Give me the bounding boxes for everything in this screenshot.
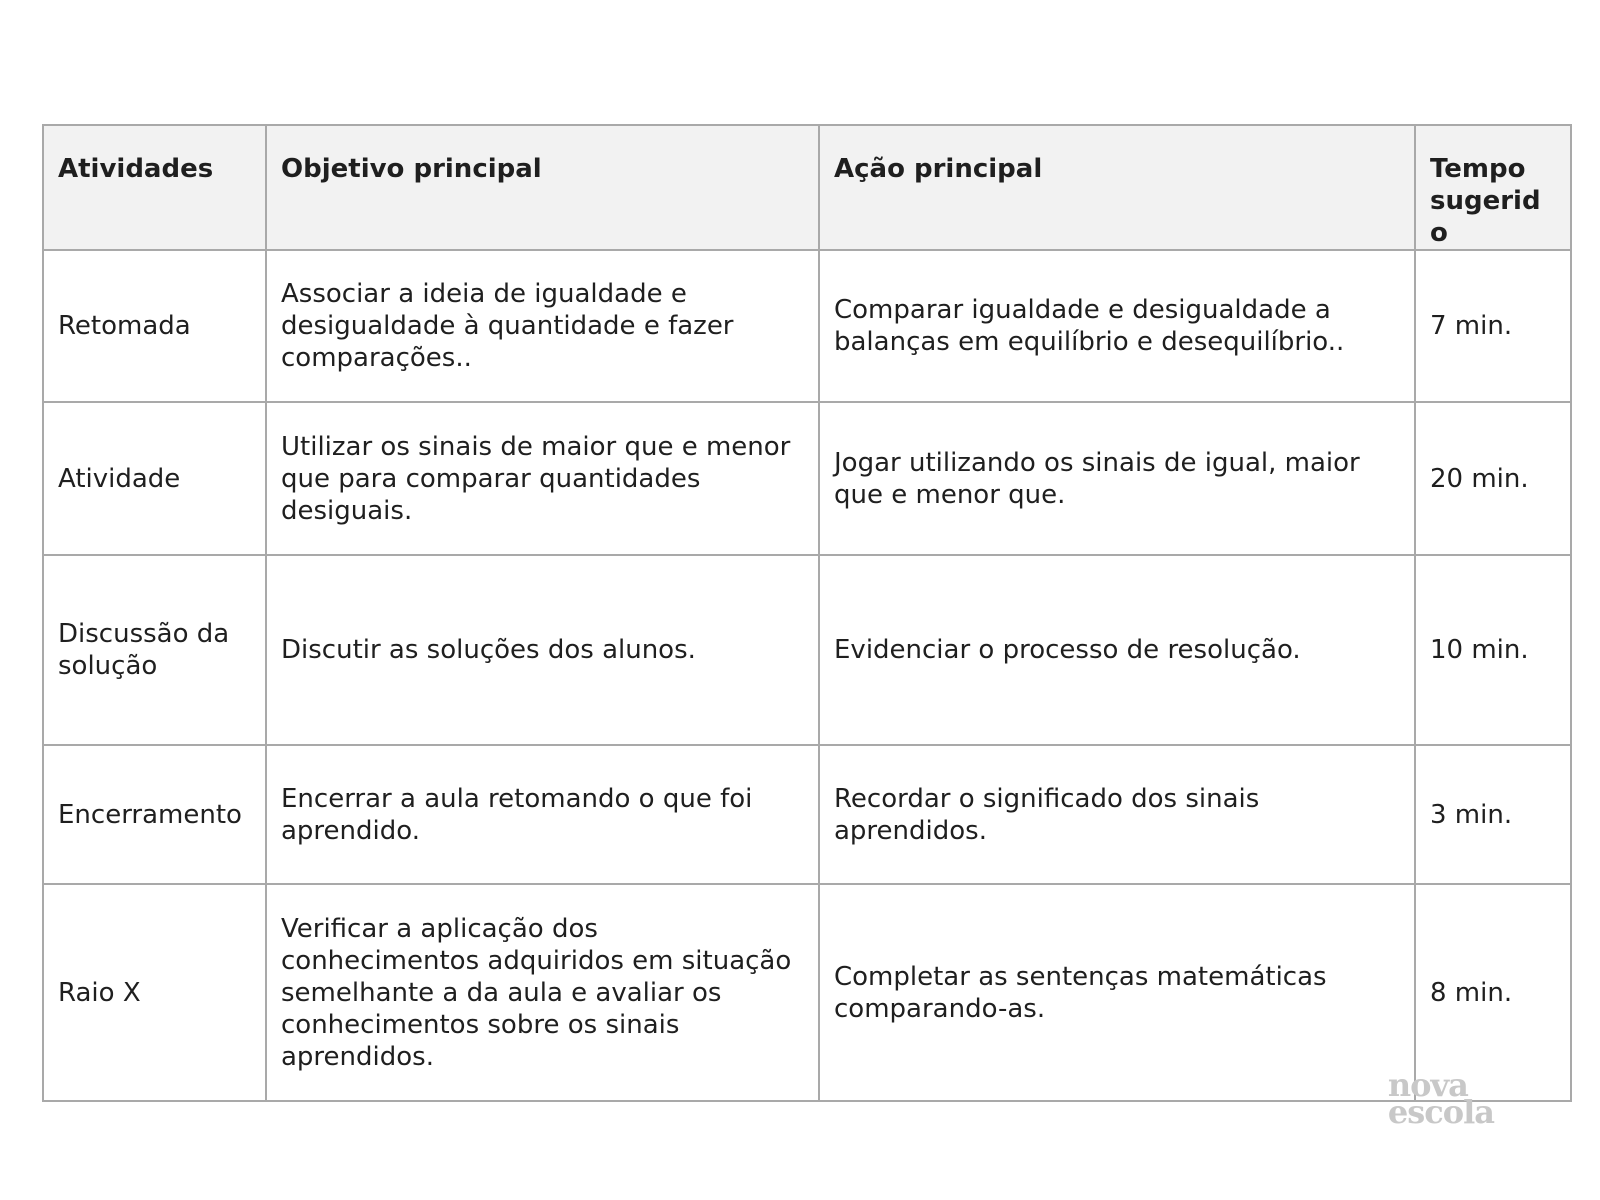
cell-tempo: 7 min. [1415, 250, 1571, 402]
logo-line-2: escola [1387, 1093, 1494, 1131]
nova-escola-logo [1387, 1066, 1494, 1131]
cell-atividade: Retomada [43, 250, 266, 402]
cell-acao: Recordar o significado dos sinais aprendidos. [819, 745, 1415, 884]
header-acao-principal: Ação principal [819, 125, 1415, 250]
table-row [43, 884, 1571, 1101]
logo-line-1: nova [1387, 1066, 1468, 1104]
cell-atividade: Raio X [43, 884, 266, 1101]
cell-tempo: 8 min. [1415, 884, 1571, 1101]
cell-objetivo: Utilizar os sinais de maior que e menor que para comparar quantidades desiguais. [266, 402, 819, 555]
cell-atividade: Discussão da solução [43, 555, 266, 745]
cell-objetivo: Associar a ideia de igualdade e desigualdade à quantidade e fazer comparações.. [266, 250, 819, 402]
lesson-plan-table [42, 124, 1572, 1102]
header-tempo-sugerido: Tempo sugerido [1415, 125, 1571, 250]
cell-acao: Evidenciar o processo de resolução. [819, 555, 1415, 745]
cell-acao: Jogar utilizando os sinais de igual, maior que e menor que. [819, 402, 1415, 555]
cell-objetivo: Encerrar a aula retomando o que foi aprendido. [266, 745, 819, 884]
cell-acao: Completar as sentenças matemáticas comparando-as. [819, 884, 1415, 1101]
table-row [43, 402, 1571, 555]
cell-atividade: Encerramento [43, 745, 266, 884]
cell-tempo: 20 min. [1415, 402, 1571, 555]
table-header-row [43, 125, 1571, 250]
table-row [43, 555, 1571, 745]
cell-atividade: Atividade [43, 402, 266, 555]
cell-objetivo: Verificar a aplicação dos conhecimentos adquiridos em situação semelhante a da aula e avaliar os conhecimentos sobre os sinais aprendidos. [266, 884, 819, 1101]
cell-tempo: 3 min. [1415, 745, 1571, 884]
cell-objetivo: Discutir as soluções dos alunos. [266, 555, 819, 745]
table-row [43, 745, 1571, 884]
cell-acao: Comparar igualdade e desigualdade a balanças em equilíbrio e desequilíbrio.. [819, 250, 1415, 402]
header-atividades: Atividades [43, 125, 266, 250]
cell-tempo: 10 min. [1415, 555, 1571, 745]
header-objetivo-principal: Objetivo principal [266, 125, 819, 250]
table-row [43, 250, 1571, 402]
